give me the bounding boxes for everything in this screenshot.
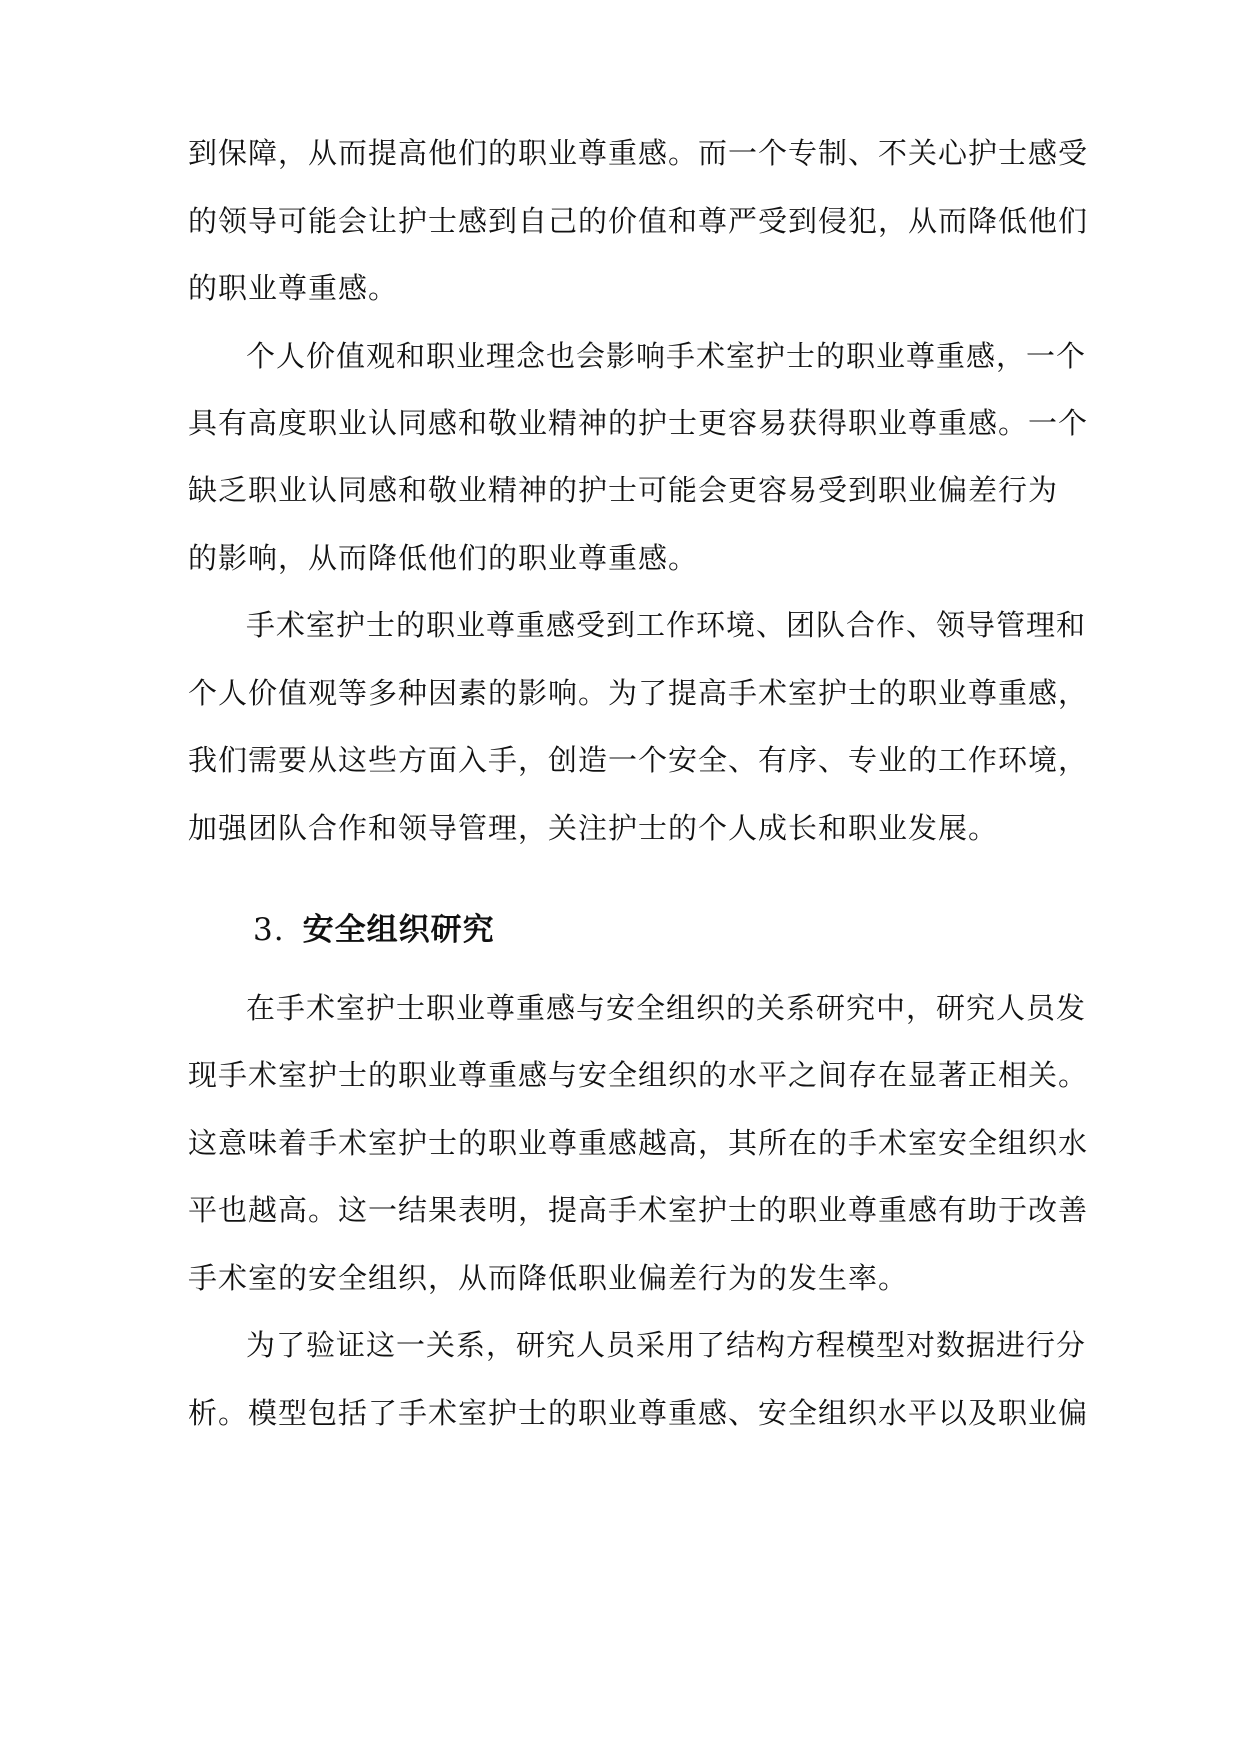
section-title: 安全组织研究 xyxy=(302,912,495,948)
paragraph-line: 析。模型包括了手术室护士的职业尊重感、安全组织水平以及职业偏 xyxy=(188,1396,1089,1430)
paragraph-line: 个人价值观和职业理念也会影响手术室护士的职业尊重感，一个 xyxy=(246,339,1087,373)
paragraph-line: 的影响，从而降低他们的职业尊重感。 xyxy=(188,541,699,575)
section-heading xyxy=(253,909,495,951)
paragraph-line: 具有高度职业认同感和敬业精神的护士更容易获得职业尊重感。一个 xyxy=(188,406,1089,440)
paragraph-line: 现手术室护士的职业尊重感与安全组织的水平之间存在显著正相关。 xyxy=(188,1058,1089,1092)
paragraph-line: 缺乏职业认同感和敬业精神的护士可能会更容易受到职业偏差行为 xyxy=(188,473,1059,507)
paragraph-line: 平也越高。这一结果表明，提高手术室护士的职业尊重感有助于改善 xyxy=(188,1193,1089,1227)
section-number: 3. xyxy=(253,912,285,948)
paragraph-line: 手术室的安全组织，从而降低职业偏差行为的发生率。 xyxy=(188,1261,909,1295)
paragraph-line: 我们需要从这些方面入手，创造一个安全、有序、专业的工作环境， xyxy=(188,743,1089,777)
paragraph-line: 的领导可能会让护士感到自己的价值和尊严受到侵犯，从而降低他们 xyxy=(188,204,1089,238)
paragraph-line: 在手术室护士职业尊重感与安全组织的关系研究中，研究人员发 xyxy=(246,991,1087,1025)
paragraph-line: 的职业尊重感。 xyxy=(188,271,399,305)
paragraph-line: 手术室护士的职业尊重感受到工作环境、团队合作、领导管理和 xyxy=(246,608,1087,642)
paragraph-line: 到保障，从而提高他们的职业尊重感。而一个专制、不关心护士感受 xyxy=(188,136,1089,170)
paragraph-line: 这意味着手术室护士的职业尊重感越高，其所在的手术室安全组织水 xyxy=(188,1126,1089,1160)
paragraph-line: 个人价值观等多种因素的影响。为了提高手术室护士的职业尊重感， xyxy=(188,676,1089,710)
paragraph-line: 加强团队合作和领导管理，关注护士的个人成长和职业发展。 xyxy=(188,811,999,845)
paragraph-line: 为了验证这一关系，研究人员采用了结构方程模型对数据进行分 xyxy=(246,1328,1087,1362)
